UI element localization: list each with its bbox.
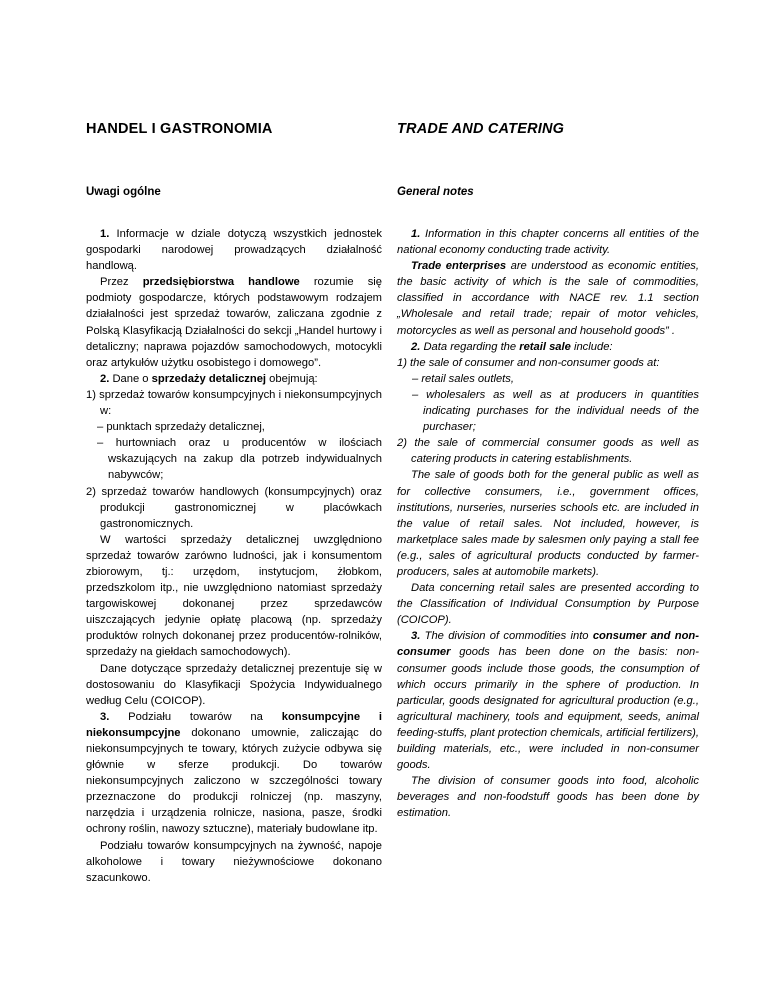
paragraph-text: The division of commodities into xyxy=(420,630,593,643)
paragraph-number: 2. xyxy=(411,340,421,353)
body-text-pl xyxy=(86,226,382,886)
paragraph-6 xyxy=(397,628,699,773)
bold-term: consumer and non-consumer xyxy=(397,630,699,659)
paragraph-number: 3. xyxy=(100,710,110,723)
paragraph-7: Podziału towarów konsumpcyjnych na żywność, napoje alkoholowe i towary nieżywnościowe dokonano szacunkowo. xyxy=(86,839,382,884)
bold-term: Trade enterprises xyxy=(411,260,507,273)
paragraph-5: Dane dotyczące sprzedaży detalicznej prezentuje się w dostosowaniu do Klasyfikacji Spożycia Indywidualnego według Celu (COICOP). xyxy=(86,662,382,707)
paragraph-1 xyxy=(397,226,699,258)
paragraph-text: Data regarding the xyxy=(420,340,520,353)
paragraph-4: W wartości sprzedaży detalicznej uwzględniono sprzedaż towarów zarówno ludności, jak i konsumentom zbiorowym, tj.: urzędom, instytucjom, żłobkom, przedszkolom itp., nie uwzględniono natomiast sprzedaży targowiskowej dokonanej przez sprzedawców uiszczających jedynie opłatę placową (np. sprzedaży produktów rolnych dokonanej przez producentów-rolników, sprzedaży na giełdach samochodowych). xyxy=(86,533,382,659)
dash-item-2: – hurtowniach oraz u producentów w ilościach wskazujących na zakup dla potrzeb indywidualnych nabywców; xyxy=(97,437,382,482)
bold-term: sprzedaży detalicznej xyxy=(151,372,267,385)
paragraph-text: Dane o xyxy=(109,372,152,385)
bold-term: konsumpcyjne i niekonsumpcyjne xyxy=(86,710,382,739)
paragraph-text: are understood as economic entities, the basic activity of which is the sale of commodities, classified in accordance with NACE rev. 1.1 section „Wholesale and retail trade; repair of motor vehicles, motorcycles as well as personal and household goods” . xyxy=(397,260,699,337)
paragraph-4: The sale of goods both for the general public as well as for collective consumers, i.e., government offices, institutions, nurseries, nurseries schools etc. are included in the value of retail sales. Not included, however, is marketplace sales made by salesmen only paying a stall fee (e.g., sales of agricultural products conducted by farmer-producers, sales at automobile markets). xyxy=(397,469,699,578)
list-item-2: 2) sprzedaż towarów handlowych (konsumpcyjnych) oraz produkcji gastronomicznej w placówkach gastronomicznych. xyxy=(86,485,382,530)
bold-term: przedsiębiorstwa handlowe xyxy=(142,276,300,289)
paragraph-2 xyxy=(86,274,382,371)
paragraph-text: include: xyxy=(570,340,613,353)
list-item-2: 2) the sale of commercial consumer goods as well as catering products in catering establishments. xyxy=(397,437,699,466)
section-subtitle-pl: Uwagi ogólne xyxy=(86,186,161,198)
paragraph-text: dokonano umownie, zaliczając do niekonsumpcyjnych te towary, których zużycie odbywa się głównie w sferze produkcji. Do towarów niekonsumpcyjnych zaliczono w szczególności towary przeznaczone do produkcji rolniczej (np. maszyny, narzędzia i urządzenia rolnicze, nasiona, pasze, środki ochrony roślin, nawozy sztuczne), materiały budowlane itp. xyxy=(86,726,382,836)
paragraph-number: 2. xyxy=(100,372,110,385)
paragraph-text: Informacje w dziale dotyczą wszystkich jednostek gospodarki narodowej prowadzących działalność handlową. xyxy=(86,228,382,273)
paragraph-text: goods has been done on the basis: non-consumer goods include those goods, the consumption of which occurs primarily in the sphere of production. In particular, goods designated for agricultural production (e.g., agricultural machinery, tools and equipment, seeds, animal feeding-stuffs, plant protection chemicals, artificial fertilizers), building materials, etc., were included in non-consumer goods. xyxy=(397,646,699,772)
paragraph-number: 1. xyxy=(100,228,110,240)
dash-item-1: – punktach sprzedaży detalicznej, xyxy=(97,421,265,434)
dash-item-1: – retail sales outlets, xyxy=(412,372,514,385)
list-item-1: 1) the sale of consumer and non-consumer goods at: xyxy=(397,356,660,369)
paragraph-text: obejmują: xyxy=(266,372,318,385)
paragraph-2 xyxy=(397,258,699,338)
list-item-1: 1) sprzedaż towarów konsumpcyjnych i niekonsumpcyjnych w: xyxy=(86,388,382,418)
paragraph-1 xyxy=(86,226,382,274)
section-title-en: TRADE AND CATERING xyxy=(397,121,565,137)
paragraph-3 xyxy=(86,371,382,387)
section-title-pl: HANDEL I GASTRONOMIA xyxy=(86,121,273,137)
paragraph-3 xyxy=(397,339,699,355)
paragraph-5: Data concerning retail sales are presented according to the Classification of Individual Consumption by Purpose (COICOP). xyxy=(397,582,699,627)
bold-term: retail sale xyxy=(519,340,571,353)
dash-item-2: – wholesalers as well as at producers in quantities indicating purchases for the individual needs of the purchaser; xyxy=(412,388,699,434)
paragraph-6 xyxy=(86,709,382,838)
paragraph-text: Przez xyxy=(100,276,143,289)
paragraph-text: Podziału towarów na xyxy=(109,710,282,723)
paragraph-7: The division of consumer goods into food, alcoholic beverages and non-foodstuff goods has been done by estimation. xyxy=(397,775,699,820)
paragraph-number: 3. xyxy=(411,630,421,643)
section-subtitle-en: General notes xyxy=(397,186,474,198)
paragraph-text: Information in this chapter concerns all entities of the national economy conducting trade activity. xyxy=(397,228,699,257)
body-text-en xyxy=(397,226,699,821)
paragraph-number: 1. xyxy=(411,228,421,240)
paragraph-text: rozumie się podmioty gospodarcze, których podstawowym rodzajem działalności jest sprzedaż towarów, zaliczana zgodnie z Polską Klasyfikacją Działalności do sekcji „Handel hurtowy i detaliczny; naprawa pojazdów samochodowych, motocykli oraz artykułów użytku osobistego i domowego”. xyxy=(86,276,382,369)
